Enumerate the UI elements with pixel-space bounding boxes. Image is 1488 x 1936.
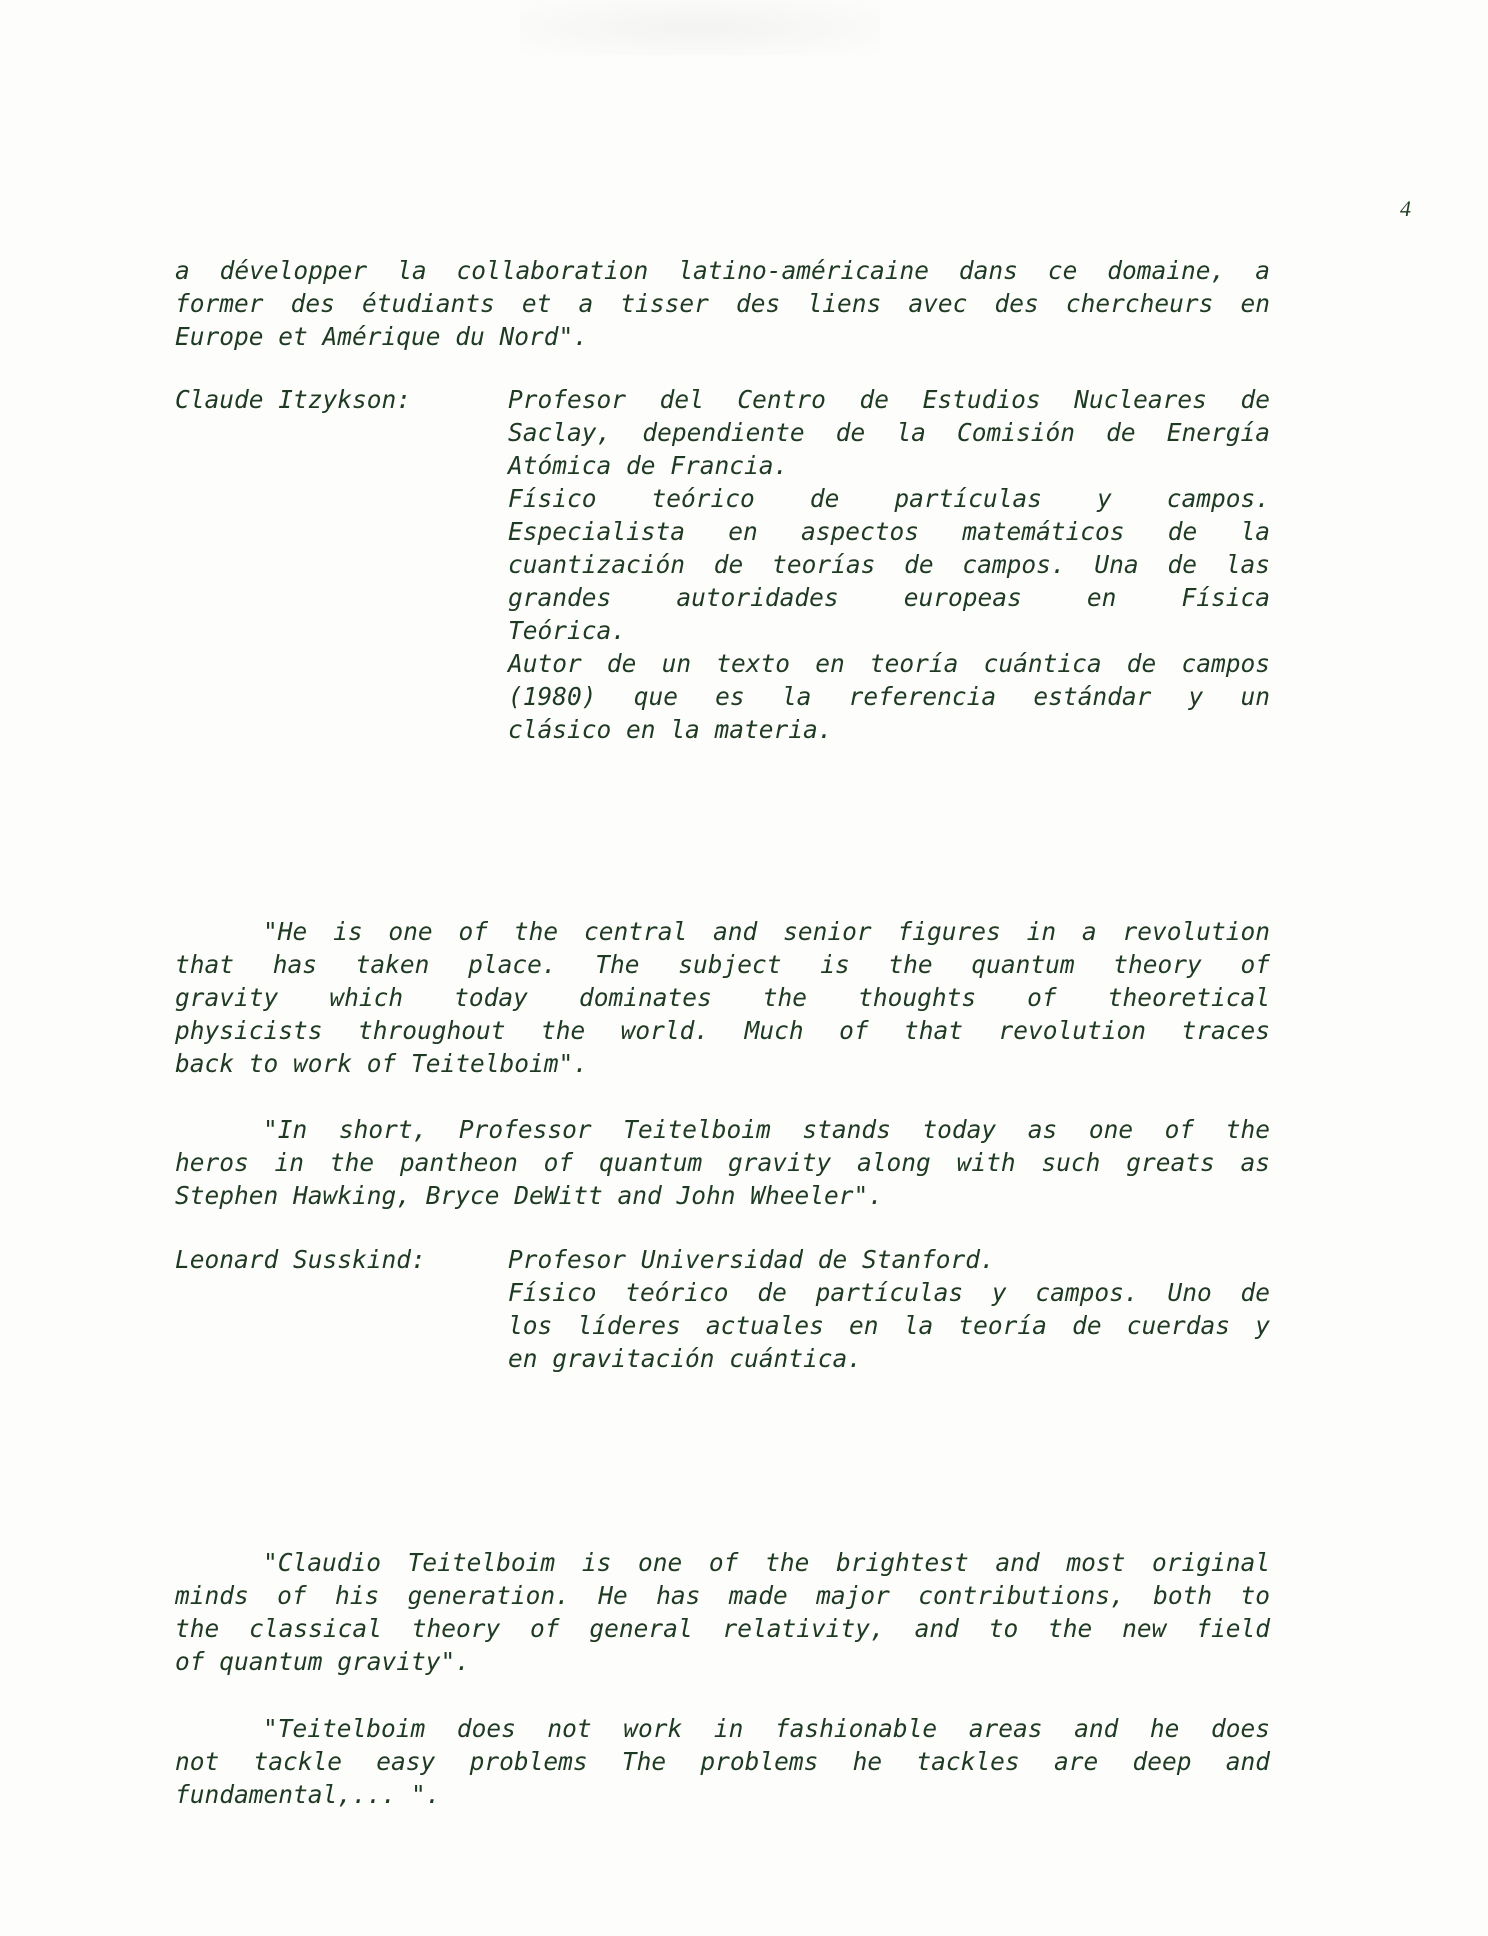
text-line: minds of his generation. He has made major contributions, both to <box>175 1581 1270 1610</box>
text-line: fundamental,... ". <box>175 1780 441 1809</box>
scan-smudge <box>520 0 880 55</box>
text-line: los líderes actuales en la teoría de cuerdas y <box>508 1311 1270 1340</box>
text-line: clásico en la materia. <box>508 715 833 744</box>
susskind-description <box>508 1243 1270 1375</box>
quote-paragraph-1 <box>175 915 1270 1080</box>
susskind-name: Leonard Susskind: <box>175 1245 426 1274</box>
text-line: of quantum gravity". <box>175 1647 471 1676</box>
text-line: back to work of Teitelboim". <box>175 1049 589 1078</box>
text-line: heros in the pantheon of quantum gravity along with such greats as <box>175 1148 1270 1177</box>
text-line: Saclay, dependiente de la Comisión de Energía <box>508 418 1270 447</box>
text-line: Europe et Amérique du Nord". <box>175 322 589 351</box>
text-line: cuantización de teorías de campos. Una de las <box>508 550 1270 579</box>
text-line: Profesor Universidad de Stanford. <box>508 1245 995 1274</box>
text-line: Especialista en aspectos matemáticos de la <box>508 517 1270 546</box>
intro-paragraph <box>175 254 1270 353</box>
text-line: Autor de un texto en teoría cuántica de campos <box>508 649 1270 678</box>
text-line: Teórica. <box>508 616 627 645</box>
text-line: "Teitelboim does not work in fashionable areas and he does <box>263 1714 1270 1743</box>
quote-paragraph-4 <box>175 1712 1270 1811</box>
text-line: former des étudiants et a tisser des liens avec des chercheurs en <box>175 289 1270 318</box>
text-line: grandes autoridades europeas en Física <box>508 583 1270 612</box>
text-line: physicists throughout the world. Much of that revolution traces <box>175 1016 1270 1045</box>
quote-paragraph-2 <box>175 1113 1270 1212</box>
text-line: "Claudio Teitelboim is one of the brightest and most original <box>263 1548 1270 1577</box>
text-line: en gravitación cuántica. <box>508 1344 863 1373</box>
text-line: Atómica de Francia. <box>508 451 789 480</box>
text-line: "He is one of the central and senior figures in a revolution <box>263 917 1270 946</box>
text-line: Profesor del Centro de Estudios Nucleares de <box>508 385 1270 414</box>
page-number: 4 <box>1400 196 1411 221</box>
text-line: Stephen Hawking, Bryce DeWitt and John Wheeler". <box>175 1181 884 1210</box>
text-line: gravity which today dominates the thoughts of theoretical <box>175 983 1270 1012</box>
text-line: (1980) que es la referencia estándar y un <box>508 682 1270 711</box>
text-line: that has taken place. The subject is the quantum theory of <box>175 950 1270 979</box>
text-line: Físico teórico de partículas y campos. <box>508 484 1270 513</box>
quote-paragraph-3 <box>175 1546 1270 1678</box>
text-line: the classical theory of general relativity, and to the new field <box>175 1614 1270 1643</box>
text-line: "In short, Professor Teitelboim stands today as one of the <box>263 1115 1270 1144</box>
itzykson-name: Claude Itzykson: <box>175 385 412 414</box>
itzykson-description <box>508 383 1270 746</box>
text-line: not tackle easy problems The problems he tackles are deep and <box>175 1747 1270 1776</box>
text-line: a développer la collaboration latino-américaine dans ce domaine, a <box>175 256 1270 285</box>
text-line: Físico teórico de partículas y campos. Uno de <box>508 1278 1270 1307</box>
